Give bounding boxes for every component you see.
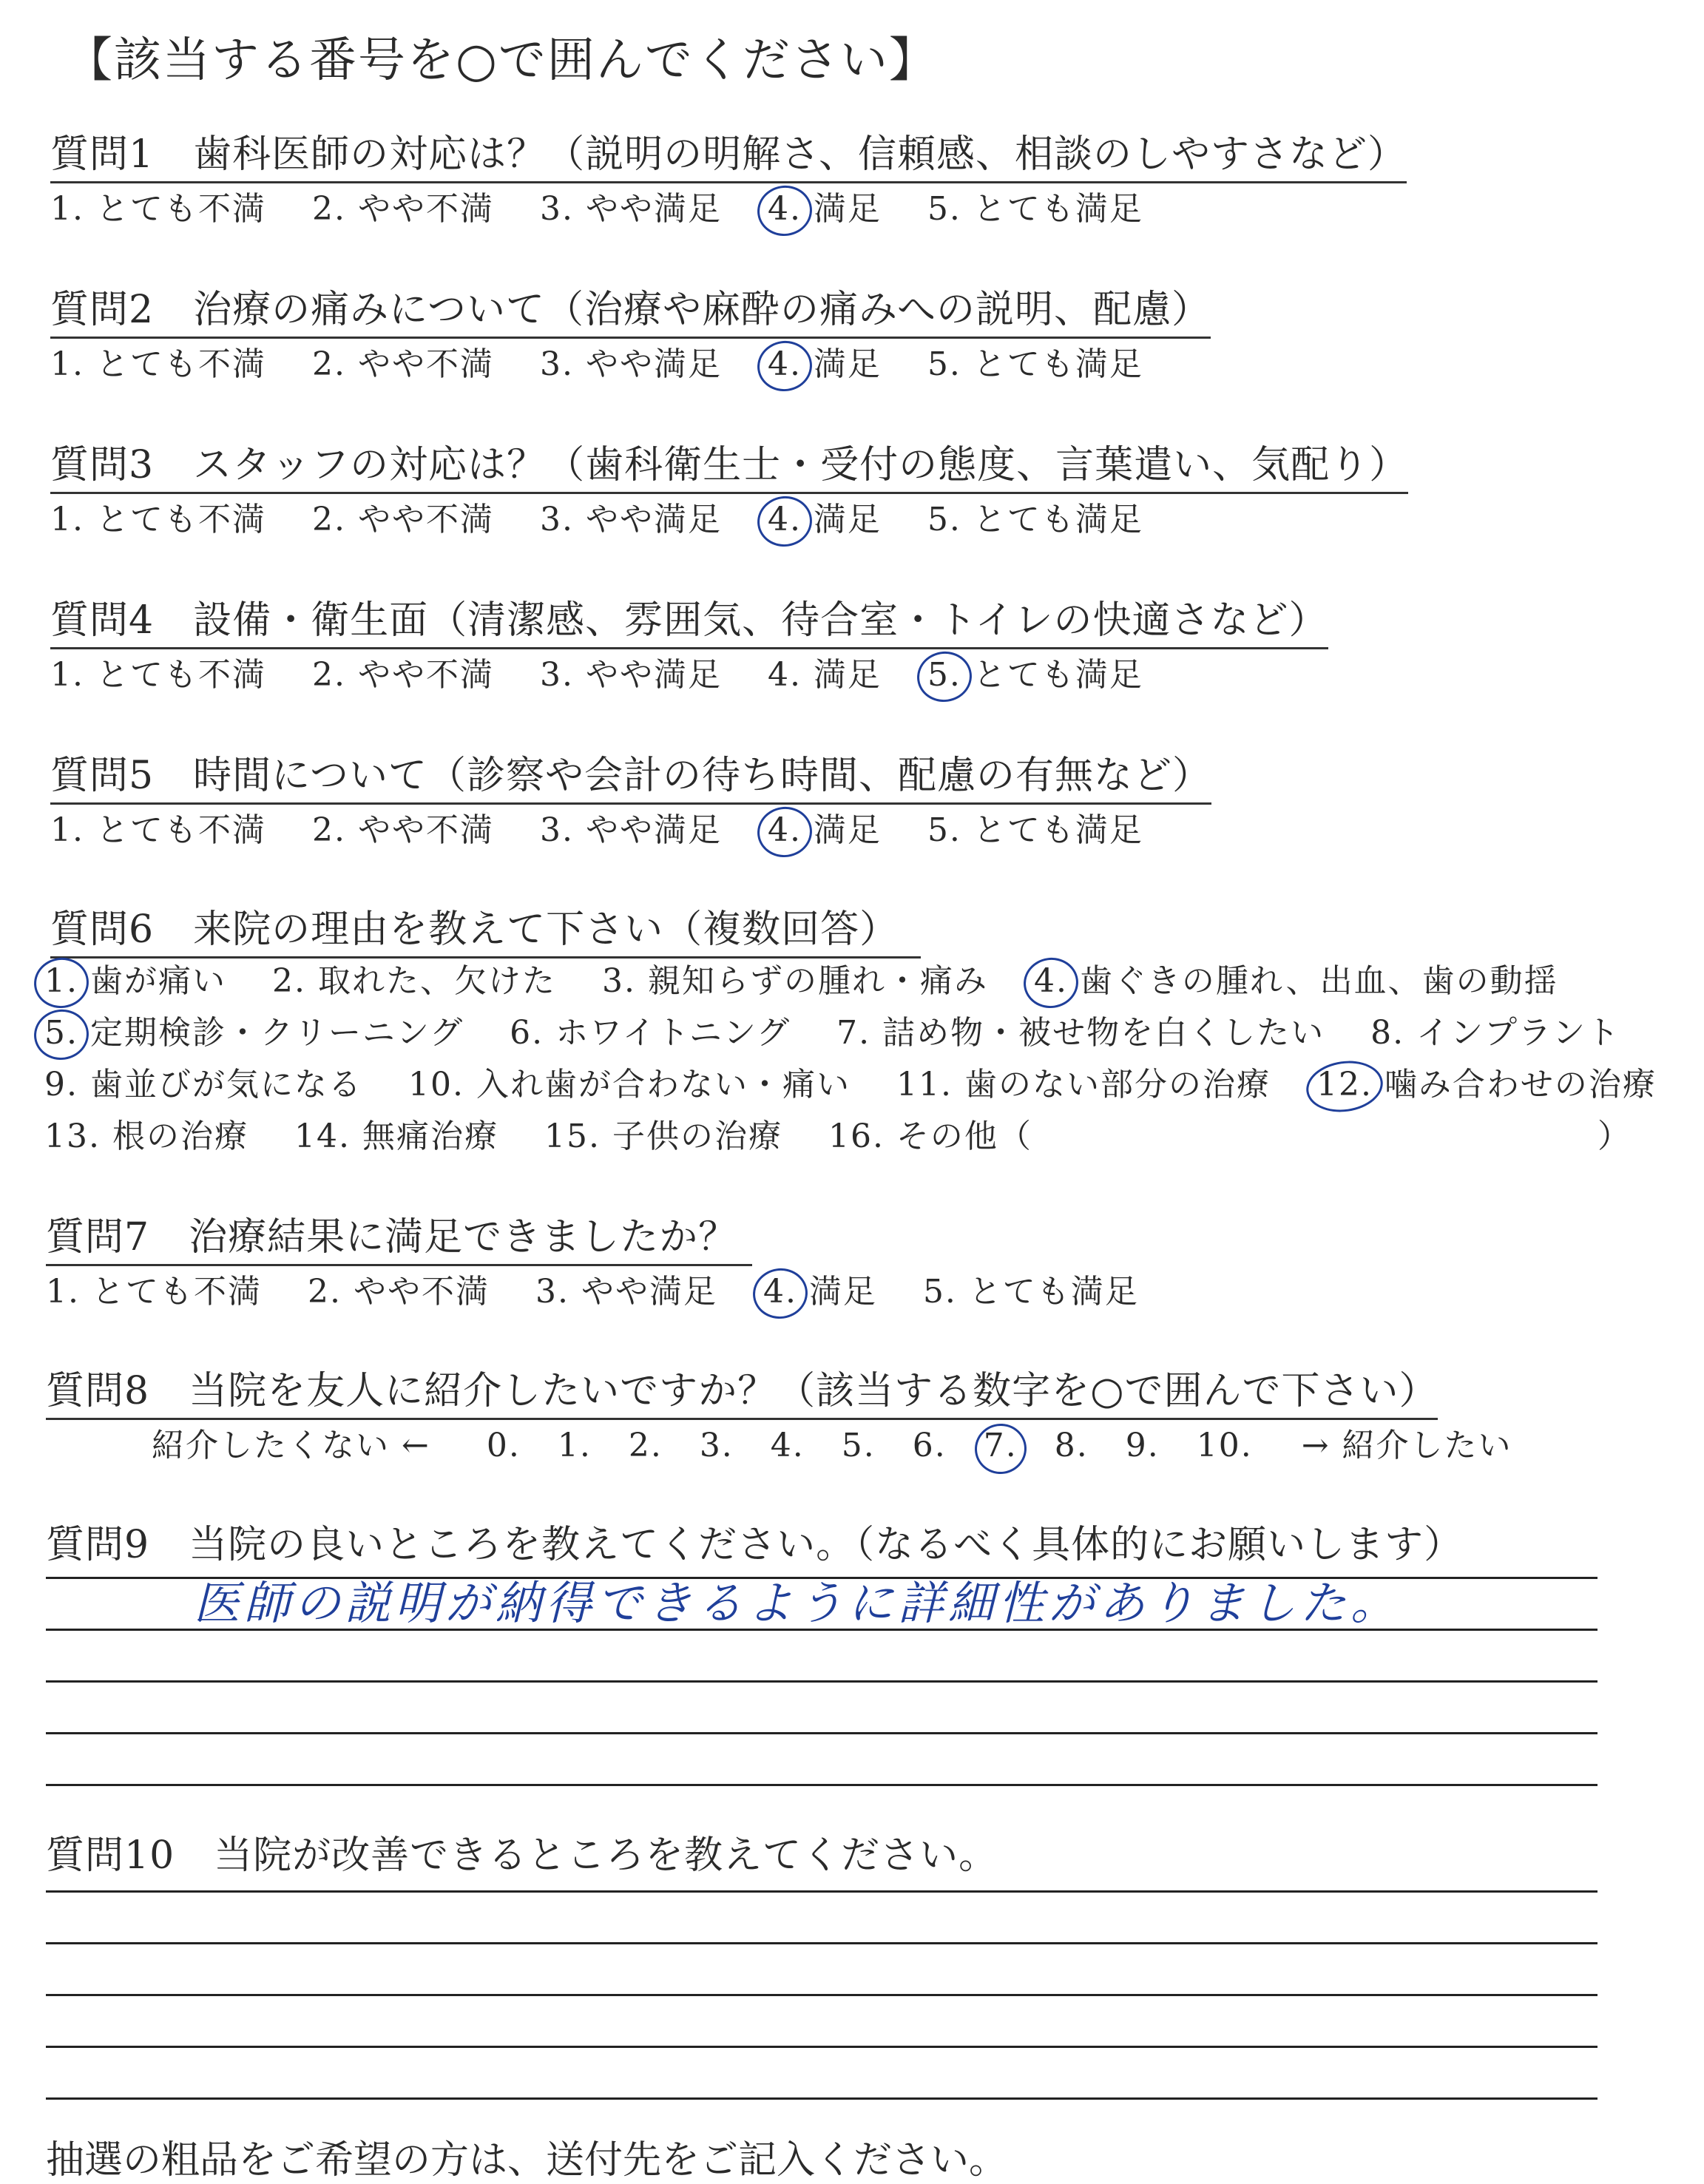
q6-option-2[interactable]: 2. 取れた、欠けた <box>271 962 556 1000</box>
q8-scale-1[interactable]: 1. <box>557 1427 592 1464</box>
question-9-title: 質問9 当院の良いところを教えてください。（なるべく具体的にお願いします） <box>46 1523 1464 1567</box>
q8-scale-6[interactable]: 6. <box>912 1427 947 1464</box>
q8-right-label: → 紹介したい <box>1301 1427 1512 1464</box>
q8-scale-8[interactable]: 8. <box>1054 1427 1089 1464</box>
q5-option-3[interactable]: 3. やや満足 <box>539 811 722 849</box>
q9-answer-line-4 <box>46 1732 1598 1734</box>
q10-answer-line-5 <box>46 2097 1598 2100</box>
question-1-title: 質問1 歯科医師の対応は？（説明の明解さ、信頼感、相談のしやすさなど） <box>50 123 1407 183</box>
q3-option-5[interactable]: 5. とても満足 <box>927 501 1143 538</box>
question-6-row-3 <box>44 1058 1691 1105</box>
q9-answer-line-3 <box>46 1680 1598 1683</box>
q7-option-5[interactable]: 5. とても満足 <box>922 1273 1139 1311</box>
question-10-title: 質問10 当院が改善できるところを教えてください。 <box>46 1833 998 1878</box>
q1-option-1[interactable]: 1. とても不満 <box>50 190 266 228</box>
q2-option-4-selected[interactable]: 4. 満足 <box>767 345 882 383</box>
question-8-title: 質問8 当院を友人に紹介したいですか？（該当する数字を○で囲んで下さい） <box>46 1359 1438 1420</box>
q6-option-16[interactable]: 16. その他（ <box>828 1118 1032 1155</box>
q10-answer-line-4 <box>46 2046 1598 2048</box>
footer-instructions: 抽選の粗品をご希望の方は、送付先をご記入ください。 <box>46 2138 1008 2183</box>
q7-option-2[interactable]: 2. やや不満 <box>307 1273 490 1311</box>
q1-option-2[interactable]: 2. やや不満 <box>311 190 494 228</box>
q6-option-9[interactable]: 9. 歯並びが気になる <box>44 1066 362 1103</box>
q6-option-6[interactable]: 6. ホワイトニング <box>510 1014 791 1052</box>
q5-option-1[interactable]: 1. とても不満 <box>50 811 266 849</box>
q6-option-7[interactable]: 7. 詰め物・被せ物を白くしたい <box>836 1014 1325 1052</box>
question-6-title: 質問6 来院の理由を教えて下さい（複数回答） <box>50 898 921 959</box>
q7-option-1[interactable]: 1. とても不満 <box>46 1273 262 1311</box>
q6-option-15[interactable]: 15. 子供の治療 <box>544 1118 782 1155</box>
q8-scale-0[interactable]: 0. <box>486 1427 521 1464</box>
question-6-row-4 <box>44 1109 1066 1157</box>
question-8-scale <box>152 1419 1538 1466</box>
question-2-options <box>50 337 1177 385</box>
page-title: 【該当する番号を○で囲んでください】 <box>65 33 938 88</box>
q9-handwritten-answer[interactable]: 医師の説明が納得できるように詳細性がありました。 <box>194 1576 1402 1630</box>
question-6-row-2 <box>44 1006 1654 1053</box>
q2-option-2[interactable]: 2. やや不満 <box>311 345 494 383</box>
q3-option-4-selected[interactable]: 4. 満足 <box>767 501 882 538</box>
q7-option-3[interactable]: 3. やや満足 <box>535 1273 717 1311</box>
q6-option-8[interactable]: 8. インプラント <box>1370 1014 1621 1052</box>
q6-option-11[interactable]: 11. 歯のない部分の治療 <box>896 1066 1271 1103</box>
q7-option-4-selected[interactable]: 4. 満足 <box>763 1273 877 1311</box>
question-5-title: 質問5 時間について（診察や会計の待ち時間、配慮の有無など） <box>50 744 1211 805</box>
q6-option-1-selected[interactable]: 1. 歯が痛い <box>44 962 226 1000</box>
q4-option-4[interactable]: 4. 満足 <box>767 656 882 694</box>
q6-option-3[interactable]: 3. 親知らずの腫れ・痛み <box>601 962 988 1000</box>
q6-other-close-paren: ） <box>1598 1118 1632 1155</box>
q8-scale-5[interactable]: 5. <box>841 1427 876 1464</box>
q9-answer-line-5 <box>46 1784 1598 1786</box>
question-4-title: 質問4 設備・衛生面（清潔感、雰囲気、待合室・トイレの快適さなど） <box>50 589 1328 649</box>
q6-option-13[interactable]: 13. 根の治療 <box>44 1118 248 1155</box>
q2-option-5[interactable]: 5. とても満足 <box>927 345 1143 383</box>
q2-option-1[interactable]: 1. とても不満 <box>50 345 266 383</box>
q5-option-4-selected[interactable]: 4. 満足 <box>767 811 882 849</box>
q8-scale-10[interactable]: 10. <box>1196 1427 1253 1464</box>
question-2-title: 質問2 治療の痛みについて（治療や麻酔の痛みへの説明、配慮） <box>50 278 1211 339</box>
q8-scale-7-selected[interactable]: 7. <box>983 1427 1018 1464</box>
q8-scale-4[interactable]: 4. <box>770 1427 805 1464</box>
question-5-options <box>50 803 1177 851</box>
q1-option-5[interactable]: 5. とても満足 <box>927 190 1143 228</box>
q6-option-12-selected[interactable]: 12. 噛み合わせの治療 <box>1316 1066 1657 1103</box>
q3-option-2[interactable]: 2. やや不満 <box>311 501 494 538</box>
q6-option-5-selected[interactable]: 5. 定期検診・クリーニング <box>44 1014 464 1052</box>
q4-option-5-selected[interactable]: 5. とても満足 <box>927 656 1143 694</box>
q1-option-3[interactable]: 3. やや満足 <box>539 190 722 228</box>
q5-option-2[interactable]: 2. やや不満 <box>311 811 494 849</box>
q1-option-4-selected[interactable]: 4. 満足 <box>767 190 882 228</box>
q5-option-5[interactable]: 5. とても満足 <box>927 811 1143 849</box>
q3-option-1[interactable]: 1. とても不満 <box>50 501 266 538</box>
q4-option-3[interactable]: 3. やや満足 <box>539 656 722 694</box>
q10-answer-line-2 <box>46 1942 1598 1944</box>
q2-option-3[interactable]: 3. やや満足 <box>539 345 722 383</box>
q4-option-1[interactable]: 1. とても不満 <box>50 656 266 694</box>
q9-answer-line-2 <box>46 1629 1598 1631</box>
q8-scale-2[interactable]: 2. <box>628 1427 663 1464</box>
q8-left-label: 紹介したくない ← <box>152 1427 430 1464</box>
question-1-options <box>50 182 1177 229</box>
q3-option-3[interactable]: 3. やや満足 <box>539 501 722 538</box>
q6-option-10[interactable]: 10. 入れ歯が合わない・痛い <box>408 1066 851 1103</box>
question-3-title: 質問3 スタッフの対応は？（歯科衛生士・受付の態度、言葉遣い、気配り） <box>50 433 1408 494</box>
question-7-title: 質問7 治療結果に満足できましたか？ <box>46 1206 752 1266</box>
q10-answer-line-3 <box>46 1994 1598 1996</box>
question-6-row-1 <box>44 954 1592 1001</box>
question-7-options <box>46 1265 1173 1312</box>
q8-scale-3[interactable]: 3. <box>699 1427 734 1464</box>
q6-option-14[interactable]: 14. 無痛治療 <box>294 1118 498 1155</box>
q8-scale-9[interactable]: 9. <box>1125 1427 1160 1464</box>
question-4-options <box>50 648 1177 695</box>
q10-answer-line-1 <box>46 1890 1598 1893</box>
question-3-options <box>50 493 1177 540</box>
q4-option-2[interactable]: 2. やや不満 <box>311 656 494 694</box>
q6-option-4-selected[interactable]: 4. 歯ぐきの腫れ、出血、歯の動揺 <box>1033 962 1558 1000</box>
